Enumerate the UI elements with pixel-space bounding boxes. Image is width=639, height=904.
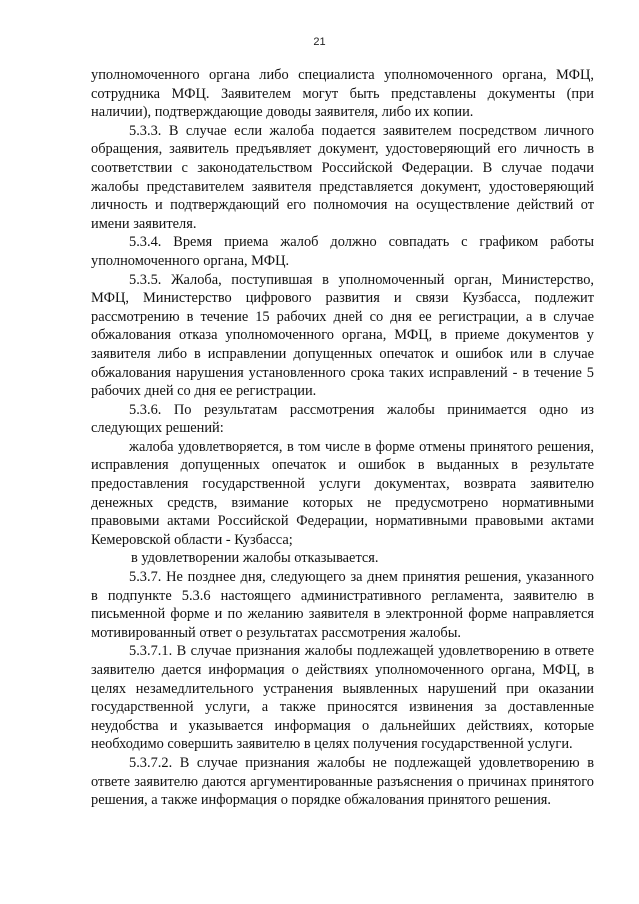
paragraph-5-3-5: 5.3.5. Жалоба, поступившая в уполномоченный орган, Министерство, МФЦ, Министерство цифрового развития и связи Кузбасса, подлежит рассмотрению в течение 15 рабочих дней со дня ее регистрации, а в случае обжалования отказа уполномоченного органа, МФЦ, в приеме документов у заявителя либо в исправлении допущенных опечаток и ошибок или в случае обжалования нарушения установленного срока таких исправлений - в течение 5 рабочих дней со дня ее регистрации. bbox=[91, 271, 594, 400]
paragraph-5-3-7-1: 5.3.7.1. В случае признания жалобы подлежащей удовлетворению в ответе заявителю дается информация о действиях уполномоченного органа, МФЦ, в целях незамедлительного устранения выявленных нарушений при оказании государственной услуги, а также приносятся извинения за доставленные неудобства и указывается информация о дальнейших действиях, которые необходимо совершить заявителю в целях получения государственной услуги. bbox=[91, 643, 594, 753]
document-body bbox=[91, 66, 594, 810]
decision-option-satisfied: жалоба удовлетворяется, в том числе в форме отмены принятого решения, исправления допущенных опечаток и ошибок в выданных в результате предоставления государственной услуги документах, возврата заявителю денежных средств, взимание которых не предусмотрено нормативными правовыми актами Российской Федерации, нормативными правовыми актами Кемеровской области - Кузбасса; bbox=[91, 438, 594, 548]
paragraph-5-3-4: 5.3.4. Время приема жалоб должно совпадать с графиком работы уполномоченного органа, МФЦ. bbox=[91, 234, 594, 269]
paragraph-5-3-3: 5.3.3. В случае если жалоба подается заявителем посредством личного обращения, заявитель предъявляет документ, удостоверяющий его личность в соответствии с законодательством Российской Федерации. В случае подачи жалобы представителем заявителя представляется документ, удостоверяющий личность и подтверждающий его полномочия на осуществление действий от имени заявителя. bbox=[91, 122, 594, 232]
paragraph-5-3-7: 5.3.7. Не позднее дня, следующего за днем принятия решения, указанного в подпункте 5.3.6 настоящего административного регламента, заявителю в письменной форме и по желанию заявителя в электронной форме направляется мотивированный ответ о результатах рассмотрения жалобы. bbox=[91, 569, 594, 641]
paragraph-continuation: уполномоченного органа либо специалиста уполномоченного органа, МФЦ, сотрудника МФЦ. Заявителем могут быть представлены документы (при наличии), подтверждающие доводы заявителя, либо их копии. bbox=[91, 67, 594, 121]
decision-option-refused: в удовлетворении жалобы отказывается. bbox=[131, 550, 379, 567]
paragraph-5-3-7-2: 5.3.7.2. В случае признания жалобы не подлежащей удовлетворению в ответе заявителю даются аргументированные разъяснения о причинах принятого решения, а также информация о порядке обжалования принятого решения. bbox=[91, 754, 594, 809]
paragraph-5-3-6: 5.3.6. По результатам рассмотрения жалобы принимается одно из следующих решений: bbox=[91, 401, 594, 437]
page-number: 21 bbox=[313, 36, 326, 48]
